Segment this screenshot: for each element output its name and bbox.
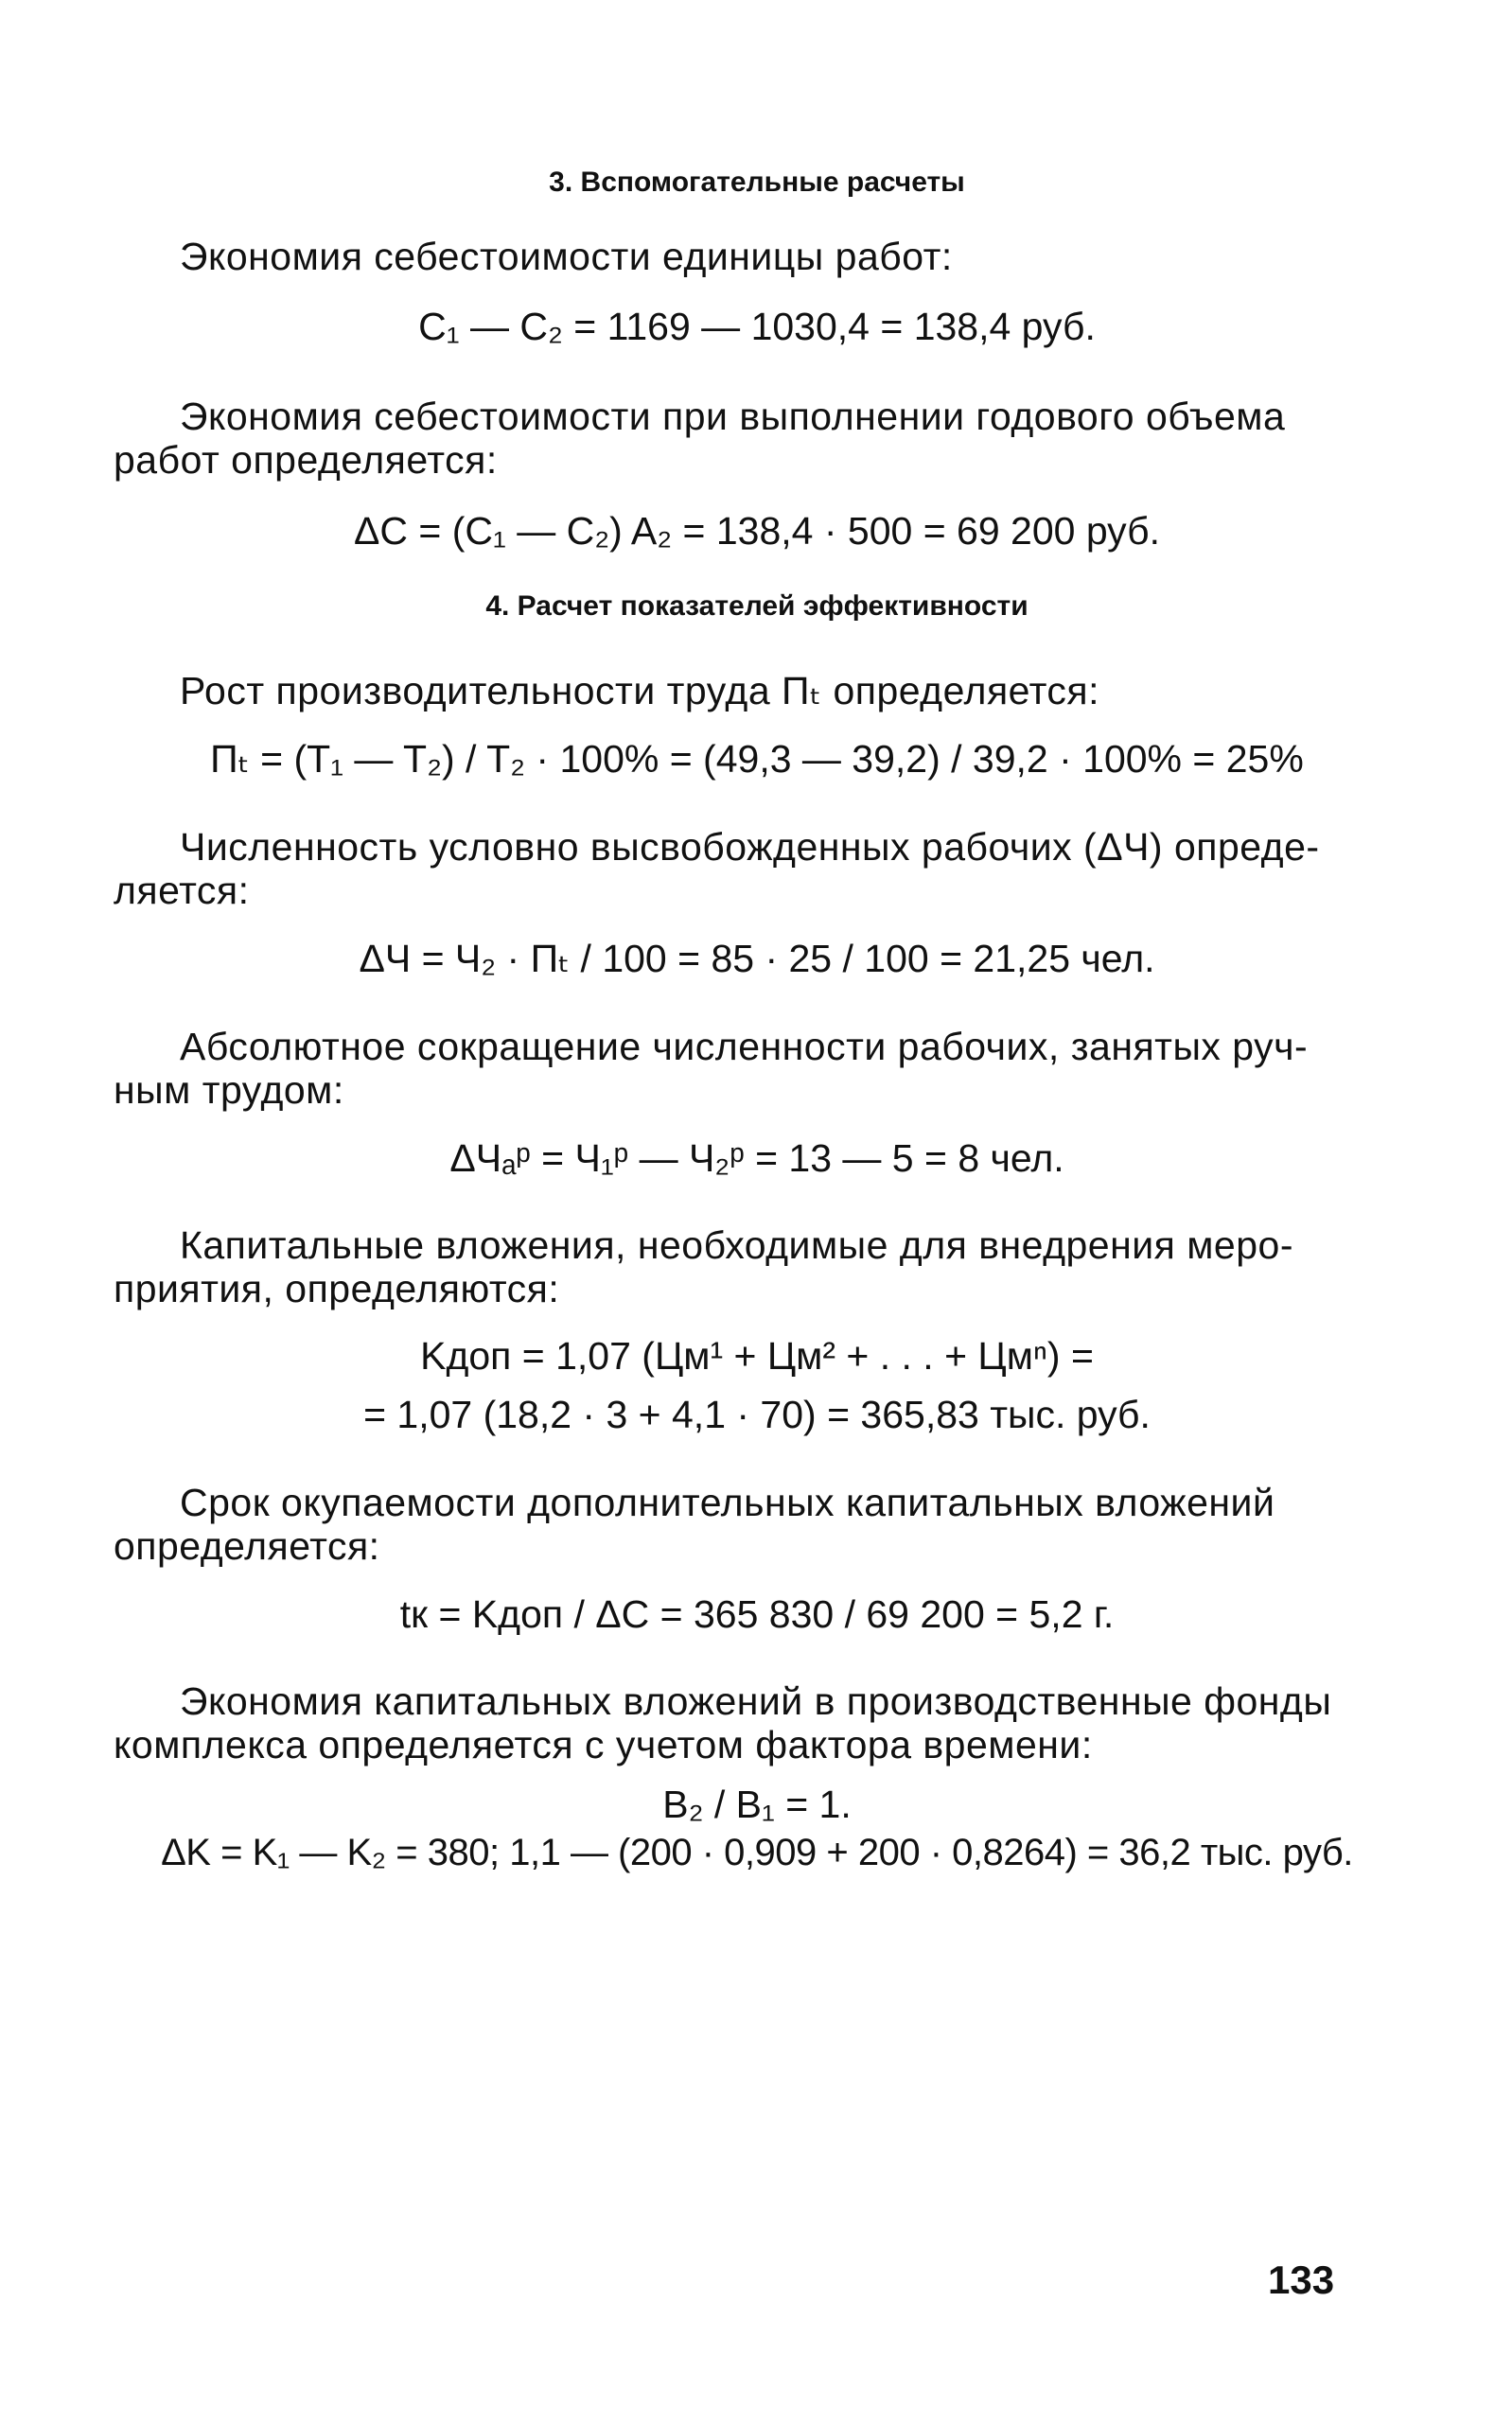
page-number: 133 xyxy=(1268,2258,1335,2302)
formula-manual-labor-reduction: ΔЧₐᵖ = Ч₁ᵖ — Ч₂ᵖ = 13 — 5 = 8 чел. xyxy=(449,1136,1064,1180)
paragraph-unit-cost-savings: Экономия себестоимости единицы работ: xyxy=(180,235,953,278)
paragraph-manual-labor-reduction-line2: ным трудом: xyxy=(114,1068,344,1112)
formula-unit-cost-savings: C₁ — C₂ = 1169 — 1030,4 = 138,4 руб. xyxy=(418,305,1096,348)
paragraph-released-workers-line1: Численность условно высвобожденных рабочих (ΔЧ) опреде- xyxy=(180,825,1320,869)
paragraph-capital-savings-line1: Экономия капитальных вложений в производственные фонды xyxy=(180,1679,1332,1723)
formula-annual-savings: ΔC = (C₁ — C₂) A₂ = 138,4 · 500 = 69 200 руб. xyxy=(353,509,1161,553)
formula-productivity-growth: Пₜ = (T₁ — T₂) / T₂ · 100% = (49,3 — 39,2) / 39,2 · 100% = 25% xyxy=(210,737,1304,781)
paragraph-annual-savings-line1: Экономия себестоимости при выполнении годового объема xyxy=(180,395,1286,438)
paragraph-payback-period-line1: Срок окупаемости дополнительных капитальных вложений xyxy=(180,1481,1275,1524)
formula-capital-investment-line2: = 1,07 (18,2 · 3 + 4,1 · 70) = 365,83 тыс. руб. xyxy=(363,1393,1151,1436)
paragraph-payback-period-line2: определяется: xyxy=(114,1524,380,1568)
paragraph-annual-savings-line2: работ определяется: xyxy=(114,438,498,482)
book-page xyxy=(114,0,1400,2425)
paragraph-released-workers-line2: ляется: xyxy=(114,869,250,912)
section-heading-auxiliary: 3. Вспомогательные расчеты xyxy=(549,167,965,198)
paragraph-productivity-growth: Рост производительности труда Пₜ определяется: xyxy=(180,669,1100,712)
paragraph-capital-investment-line1: Капитальные вложения, необходимые для внедрения меро- xyxy=(180,1223,1293,1267)
formula-capital-savings: ΔK = K₁ — K₂ = 380; 1,1 — (200 · 0,909 + 200 · 0,8264) = 36,2 тыс. руб. xyxy=(161,1832,1353,1873)
paragraph-capital-investment-line2: приятия, определяются: xyxy=(114,1267,560,1310)
formula-capital-investment-line1: Kдоп = 1,07 (Цм¹ + Цм² + . . . + Цмⁿ) = xyxy=(420,1334,1094,1378)
formula-payback-period: tк = Kдоп / ΔC = 365 830 / 69 200 = 5,2 г. xyxy=(399,1592,1115,1636)
paragraph-capital-savings-line2: комплекса определяется с учетом фактора времени: xyxy=(114,1723,1093,1766)
paragraph-manual-labor-reduction-line1: Абсолютное сокращение численности рабочих, занятых руч- xyxy=(180,1025,1309,1068)
formula-released-workers: ΔЧ = Ч₂ · Пₜ / 100 = 85 · 25 / 100 = 21,25 чел. xyxy=(359,937,1155,980)
section-heading-efficiency: 4. Расчет показателей эффективности xyxy=(485,590,1029,622)
formula-time-factor: B₂ / B₁ = 1. xyxy=(662,1783,852,1826)
